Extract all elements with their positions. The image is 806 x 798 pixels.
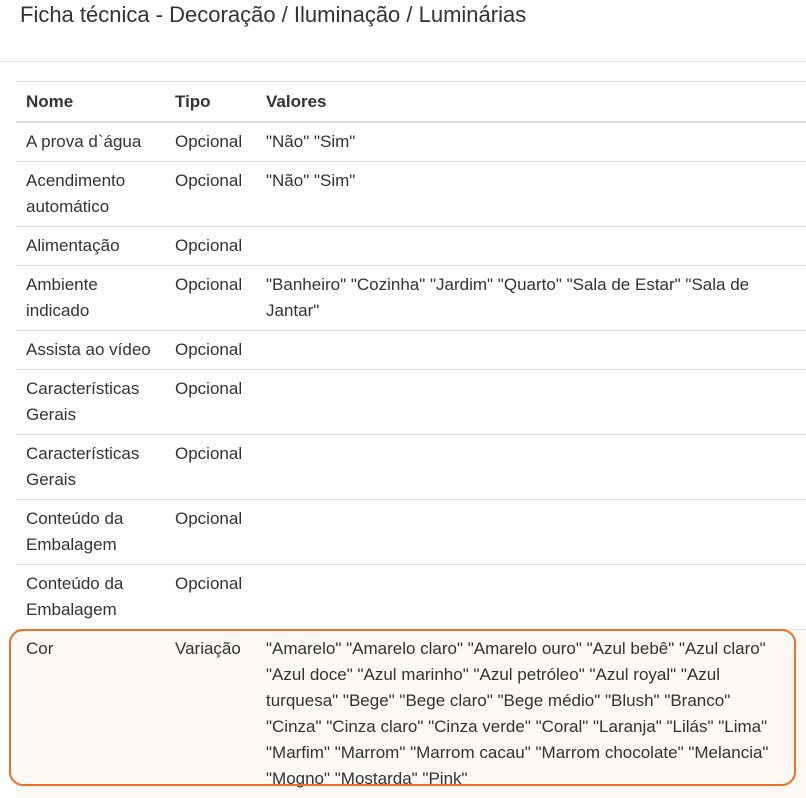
row-values xyxy=(264,331,806,370)
title-divider xyxy=(0,61,806,62)
table-row xyxy=(16,266,806,331)
row-values xyxy=(264,565,806,630)
row-name: Cor xyxy=(16,630,175,798)
row-type: Opcional xyxy=(175,331,264,370)
header-row xyxy=(16,82,806,123)
table-row xyxy=(16,500,806,565)
column-header-type: Tipo xyxy=(175,82,264,123)
row-name: Alimentação xyxy=(16,227,175,266)
row-values: "Amarelo" "Amarelo claro" "Amarelo ouro" "Azul bebê" "Azul claro" "Azul doce" "Azul marinho" "Azul petróleo" "Azul royal" "Azul turquesa" "Bege" "Bege claro" "Bege médio" "Blush" "Branco" "Cinza" "Cinza claro" "Cinza verde" "Coral" "Laranja" "Lilás" "Lima" "Marfim" "Marrom" "Marrom cacau" "Marrom chocolate" "Melancia" "Mogno" "Mostarda" "Pink" xyxy=(264,630,806,798)
spec-table xyxy=(16,81,806,798)
row-type: Opcional xyxy=(175,500,264,565)
row-values xyxy=(264,500,806,565)
row-type: Opcional xyxy=(175,435,264,500)
row-type: Variação xyxy=(175,630,264,798)
row-name: Características Gerais xyxy=(16,370,175,435)
row-name: Ambiente indicado xyxy=(16,266,175,331)
table-body xyxy=(16,122,806,798)
page-title: Ficha técnica - Decoração / Iluminação / Luminárias xyxy=(20,2,527,27)
table-header xyxy=(16,82,806,123)
table-row xyxy=(16,565,806,630)
row-name: Conteúdo da Embalagem xyxy=(16,565,175,630)
row-values xyxy=(264,370,806,435)
row-name: A prova d`água xyxy=(26,132,142,151)
row-name: Características Gerais xyxy=(16,435,175,500)
row-values: "Banheiro" "Cozinha" "Jardim" "Quarto" "Sala de Estar" "Sala de Jantar" xyxy=(264,266,806,331)
row-name: Acendimento automático xyxy=(16,162,175,227)
table-row xyxy=(16,122,806,162)
row-type: Opcional xyxy=(175,162,264,227)
table-row xyxy=(16,370,806,435)
row-type: Opcional xyxy=(175,227,264,266)
row-values xyxy=(264,227,806,266)
table-row xyxy=(16,435,806,500)
table-row-highlighted xyxy=(16,630,806,798)
table-row xyxy=(16,162,806,227)
row-name: Assista ao vídeo xyxy=(16,331,175,370)
row-name: Conteúdo da Embalagem xyxy=(16,500,175,565)
row-values xyxy=(264,435,806,500)
column-header-values: Valores xyxy=(264,82,806,123)
row-type: Opcional xyxy=(175,565,264,630)
row-type: Opcional xyxy=(175,132,243,151)
row-values: "Não" "Sim" xyxy=(264,162,806,227)
table-row xyxy=(16,331,806,370)
row-values: "Não" "Sim" xyxy=(266,132,356,151)
column-header-name: Nome xyxy=(16,82,175,123)
row-type: Opcional xyxy=(175,370,264,435)
table-row xyxy=(16,227,806,266)
row-type: Opcional xyxy=(175,266,264,331)
